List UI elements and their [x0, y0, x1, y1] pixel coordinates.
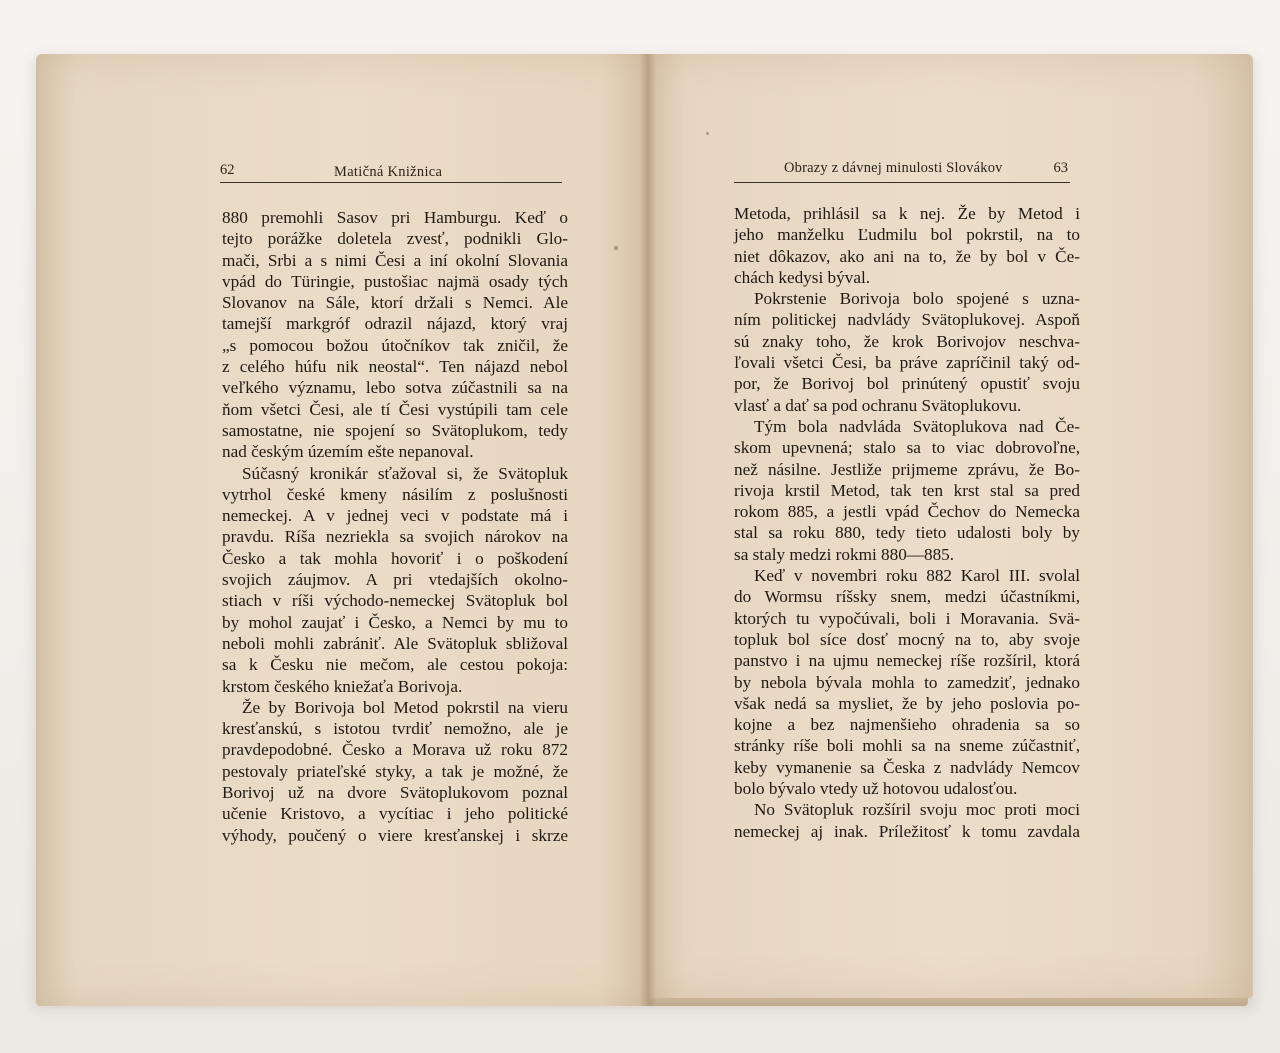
text-line: z celého húfu nik neostal“. Ten nájazd nebol [222, 357, 568, 377]
text-line: než násilne. Jestliže prijmeme zprávu, že Bo- [734, 459, 1080, 479]
right-running-head [734, 160, 1070, 183]
text-line: topluk bol síce dosť mocný na to, aby svoje [734, 629, 1080, 649]
paper-speck [706, 132, 709, 135]
text-line: krstom českého kniežaťa Borivoja. [222, 676, 463, 696]
text-line: nad českým územím ešte nepanoval. [222, 442, 474, 462]
text-line: sú znaky toho, že krok Borivojov neschva- [734, 331, 1080, 351]
text-line: skom upevnená; stalo sa to viac dobrovoľne, [734, 438, 1080, 458]
text-line: Slovanov na Sále, ktorí držali s Nemci. Ale [222, 293, 568, 313]
text-line: svojich záujmov. A pri vtedajších okolno- [222, 570, 568, 590]
text-line: niet dôkazov, ako ani na to, že by bol v Če- [734, 246, 1080, 266]
text-line: ktorých tu vypočúvali, boli i Moravania. Svä- [734, 608, 1080, 628]
text-line: do Wormsu ríšsky snem, medzi účastníkmi, [734, 587, 1080, 607]
text-line: Metoda, prihlásil sa k nej. Že by Metod i [734, 204, 1080, 223]
text-line: ním politickej nadvlády Svätoplukovej. Aspoň [734, 310, 1080, 330]
text-line: by mohol zaujať i Česko, a Nemci by mu to [222, 612, 568, 632]
text-line: vlasť a dať sa pod ochranu Svätoplukovu. [734, 395, 1022, 415]
text-line: Keď v novembri roku 882 Karol III. svolal [754, 566, 1080, 586]
text-line: bolo bývalo vtedy už hotovou udalosťou. [734, 779, 1018, 799]
right-page-number: 63 [1053, 160, 1068, 176]
text-line: pestovaly priateľské styky, a tak je možné, že [222, 761, 568, 781]
text-line: rokom 885, a jestli vpád Čechov do Nemecka [734, 502, 1080, 522]
text-line: stránky ríše boli mohli sa na sneme zúčastniť, [734, 736, 1080, 756]
text-line: No Svätopluk rozšíril svoju moc proti moci [754, 800, 1080, 820]
text-line: chách kedysi býval. [734, 267, 871, 287]
text-line: kojne a bez najmenšieho ohradenia sa so [734, 715, 1080, 735]
left-text-column [222, 207, 568, 846]
text-line: sa staly medzi rokmi 880—885. [734, 544, 955, 564]
text-line: ňom všetci Česi, ale tí Česi vystúpili tam cele [222, 399, 568, 419]
text-line: tamejší markgróf odrazil nájazd, ktorý vraj [222, 314, 568, 334]
left-running-title: Matičná Knižnica [334, 164, 443, 180]
text-line: nemeckej aj inak. Príležitosť k tomu zavdala [734, 821, 1080, 841]
text-line: sa k Česku nie mečom, ale cestou pokoja: [222, 655, 568, 675]
text-line: Pokrstenie Borivoja bolo spojené s uzna- [754, 289, 1080, 309]
left-running-head [220, 160, 562, 183]
text-line: keby vymanenie sa Česka z nadvlády Nemcov [734, 757, 1080, 777]
text-line: vpád do Türingie, pustošiac najmä osady tých [222, 271, 568, 291]
text-line: panstvo i na ujmu nemeckej ríše rozšíril, ktorá [734, 651, 1080, 671]
text-line: nemeckej. A v jednej veci v podstate má i [222, 506, 568, 526]
book-gutter [640, 54, 656, 1006]
right-text-column [734, 203, 1080, 842]
text-line: stiach v ríši východo-nemeckej Svätopluk bol [222, 591, 568, 611]
text-line: 880 premohli Sasov pri Hamburgu. Keď o [222, 208, 568, 227]
text-line: neboli mohli zabrániť. Ale Svätopluk sbližoval [222, 633, 568, 653]
paper-speck [614, 246, 618, 250]
text-line: jeho manželku Ľudmilu bol pokrstil, na to [734, 225, 1080, 245]
text-line: kresťanskú, s istotou tvrdiť nemožno, ale je [222, 719, 568, 739]
text-line: veľkého významu, lebo sotva zúčastnili sa na [222, 378, 568, 398]
text-line: Česko a tak mohla hovoriť i o poškodení [222, 548, 568, 568]
text-line: pravdu. Ríša nezriekla sa svojich nárokov na [222, 527, 568, 547]
text-line: mači, Srbi a s nimi Česi a iní okolní Slovania [222, 250, 568, 270]
text-line: by nebola bývala mohla to zamedziť, jednako [734, 672, 1080, 692]
text-line: pravdepodobné. Česko a Morava už roku 872 [222, 740, 568, 760]
text-line: por, že Borivoj bol prinútený opustiť svoju [734, 374, 1080, 394]
text-line: tejto porážke doletela zvesť, podnikli Glo- [222, 229, 568, 249]
text-line: Súčasný kronikár sťažoval si, že Svätopluk [242, 463, 568, 483]
text-line: Tým bola nadvláda Svätoplukova nad Če- [754, 416, 1080, 436]
text-line: samostatne, nie spojení so Svätoplukom, tedy [222, 420, 568, 440]
text-line: učenie Kristovo, a vycítiac i jeho politické [222, 804, 568, 824]
text-line: ľovali všetci Česi, ba práve zapríčinil taký od- [734, 353, 1080, 373]
text-line: Borivoj už na dvore Svätoplukovom poznal [222, 783, 568, 803]
text-line: „s pomocou božou útočníkov tak zničil, že [222, 335, 568, 355]
text-line: Že by Borivoja bol Metod pokrstil na vieru [242, 697, 568, 717]
right-running-title: Obrazy z dávnej minulosti Slovákov [784, 160, 1003, 176]
text-line: rivoja krstil Metod, tak ten krst stal sa pred [734, 480, 1080, 500]
text-line: vytrhol české kmeny násilím z poslušnosti [222, 484, 568, 504]
left-page-number: 62 [220, 162, 235, 178]
text-line: stal sa roku 880, tedy tieto udalosti boly by [734, 523, 1080, 543]
text-line: výhody, poučený o viere kresťanskej i skrze [222, 825, 568, 845]
text-line: však nedá sa mysliet, že by jeho poslovia po- [734, 693, 1080, 713]
